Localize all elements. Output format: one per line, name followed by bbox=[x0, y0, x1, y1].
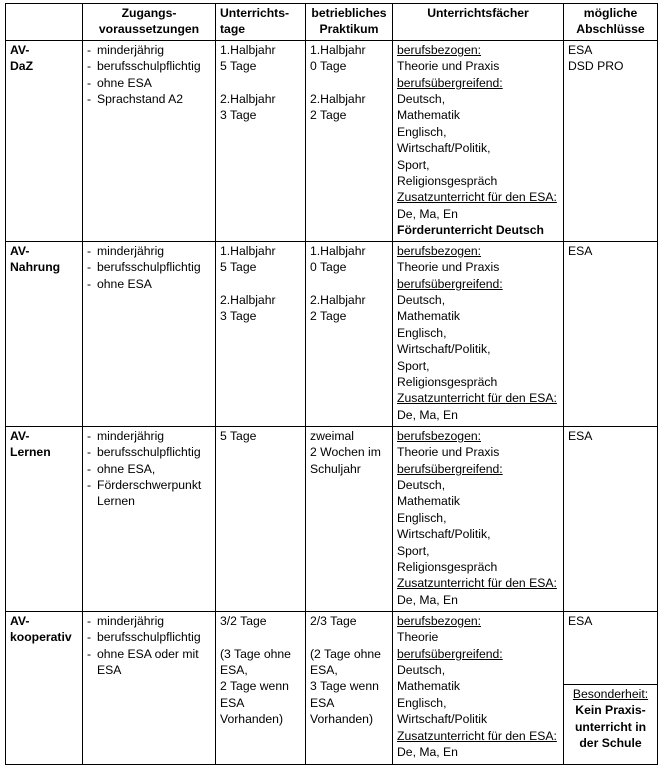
degrees-cell: ESA bbox=[564, 241, 658, 426]
general-label: berufsübergreifend: bbox=[397, 461, 503, 476]
degrees-cell bbox=[564, 611, 658, 764]
program-name: AV- kooperativ bbox=[6, 611, 83, 764]
extra-text: De, Ma, En bbox=[397, 206, 458, 221]
job-text: Theorie bbox=[397, 630, 439, 645]
requirements-cell bbox=[83, 426, 216, 611]
degrees-cell: ESA bbox=[564, 426, 658, 611]
header-empty bbox=[6, 4, 83, 41]
days-cell: 1.Halbjahr 5 Tage 2.Halbjahr 3 Tage bbox=[216, 241, 306, 426]
job-label: berufsbezogen: bbox=[397, 42, 482, 57]
requirements-cell bbox=[83, 40, 216, 241]
subjects-cell bbox=[393, 241, 564, 426]
job-label: berufsbezogen: bbox=[397, 613, 482, 628]
list-item: - berufsschulpflichtig bbox=[97, 629, 211, 645]
degrees-cell: ESA DSD PRO bbox=[564, 40, 658, 241]
list-item: - Förderschwerpunkt Lernen bbox=[97, 477, 211, 510]
extra-text: De, Ma, En bbox=[397, 407, 458, 422]
internship-cell: 2/3 Tage (2 Tage ohne ESA, 3 Tage wenn ESA Vorhanden) bbox=[306, 611, 393, 764]
general-text: Deutsch, Mathematik Englisch, Wirtschaft/Politik bbox=[397, 663, 488, 727]
job-text: Theorie und Praxis bbox=[397, 260, 500, 275]
subjects-cell bbox=[393, 40, 564, 241]
requirements-cell bbox=[83, 611, 216, 764]
special-note bbox=[564, 684, 657, 754]
days-cell: 3/2 Tage (3 Tage ohne ESA, 2 Tage wenn ESA Vorhanden) bbox=[216, 611, 306, 764]
general-label: berufsübergreifend: bbox=[397, 75, 503, 90]
list-item: - minderjährig bbox=[97, 613, 211, 629]
subjects-cell bbox=[393, 611, 564, 764]
header-internship: betriebliches Praktikum bbox=[306, 4, 393, 41]
general-label: berufsübergreifend: bbox=[397, 646, 503, 661]
header-degrees: mögliche Abschlüsse bbox=[564, 4, 658, 41]
table-row bbox=[6, 426, 658, 611]
header-days: Unterrichts- tage bbox=[216, 4, 306, 41]
table-row bbox=[6, 241, 658, 426]
job-text: Theorie und Praxis bbox=[397, 59, 500, 74]
table-row bbox=[6, 40, 658, 241]
internship-cell: 1.Halbjahr 0 Tage 2.Halbjahr 2 Tage bbox=[306, 241, 393, 426]
special-text: Kein Praxis- unterricht in der Schule bbox=[574, 703, 647, 751]
requirements-list bbox=[87, 42, 211, 108]
list-item: - minderjährig bbox=[97, 42, 211, 58]
course-table bbox=[5, 3, 658, 765]
table-row bbox=[6, 611, 658, 764]
special-text: Deutsch bbox=[492, 223, 544, 238]
list-item: - berufsschulpflichtig bbox=[97, 444, 211, 460]
header-subjects: Unterrichtsfächer bbox=[393, 4, 564, 41]
list-item: - ohne ESA oder mit ESA bbox=[97, 646, 211, 679]
list-item: - ohne ESA bbox=[97, 75, 211, 91]
internship-cell: 1.Halbjahr 0 Tage 2.Halbjahr 2 Tage bbox=[306, 40, 393, 241]
general-text: Deutsch, Mathematik Englisch, Wirtschaft/Politik, Sport, Religionsgespräch bbox=[397, 478, 498, 575]
internship-cell: zweimal 2 Wochen im Schuljahr bbox=[306, 426, 393, 611]
special-bold: Förderunterricht bbox=[397, 223, 493, 238]
requirements-list bbox=[87, 428, 211, 510]
extra-label: Zusatzunterricht für den ESA: bbox=[397, 391, 557, 406]
special-label: Besonderheit: bbox=[572, 686, 649, 701]
extra-label: Zusatzunterricht für den ESA: bbox=[397, 576, 557, 591]
degrees-top: ESA bbox=[568, 613, 593, 628]
requirements-cell bbox=[83, 241, 216, 426]
header-row bbox=[6, 4, 658, 41]
list-item: - berufsschulpflichtig bbox=[97, 58, 211, 74]
extra-text: De, Ma, En bbox=[397, 745, 458, 760]
general-label: berufsübergreifend: bbox=[397, 276, 503, 291]
extra-label: Zusatzunterricht für den ESA: bbox=[397, 728, 557, 743]
subjects-cell bbox=[393, 426, 564, 611]
job-label: berufsbezogen: bbox=[397, 243, 482, 258]
days-cell: 5 Tage bbox=[216, 426, 306, 611]
list-item: - Sprachstand A2 bbox=[97, 91, 211, 107]
program-name: AV- Nahrung bbox=[6, 241, 83, 426]
requirements-list bbox=[87, 613, 211, 679]
general-text: Deutsch, Mathematik Englisch, Wirtschaft/Politik, Sport, Religionsgespräch bbox=[397, 92, 498, 189]
list-item: - berufsschulpflichtig bbox=[97, 259, 211, 275]
job-text: Theorie und Praxis bbox=[397, 445, 500, 460]
requirements-list bbox=[87, 243, 211, 292]
program-name: AV- DaZ bbox=[6, 40, 83, 241]
program-name: AV- Lernen bbox=[6, 426, 83, 611]
list-item: - minderjährig bbox=[97, 428, 211, 444]
days-cell: 1.Halbjahr 5 Tage 2.Halbjahr 3 Tage bbox=[216, 40, 306, 241]
list-item: - minderjährig bbox=[97, 243, 211, 259]
list-item: - ohne ESA bbox=[97, 276, 211, 292]
general-text: Deutsch, Mathematik Englisch, Wirtschaft/Politik, Sport, Religionsgespräch bbox=[397, 293, 498, 390]
job-label: berufsbezogen: bbox=[397, 428, 482, 443]
list-item: - ohne ESA, bbox=[97, 461, 211, 477]
extra-label: Zusatzunterricht für den ESA: bbox=[397, 190, 557, 205]
header-requirements: Zugangs- voraussetzungen bbox=[83, 4, 216, 41]
extra-text: De, Ma, En bbox=[397, 592, 458, 607]
